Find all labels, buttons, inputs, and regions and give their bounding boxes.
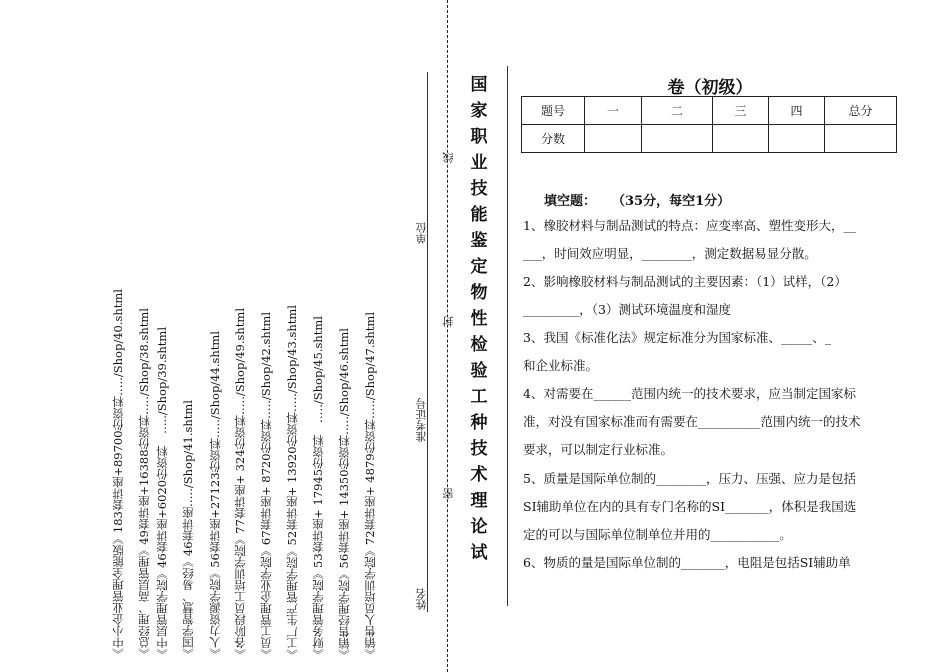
- score-input-cell[interactable]: [713, 125, 769, 153]
- question-4: [523, 380, 893, 464]
- score-header-cell: 题号: [522, 97, 585, 125]
- title-char: 性: [470, 309, 488, 329]
- title-char: 技: [470, 179, 488, 199]
- question-5: [523, 465, 893, 549]
- content-divider: [507, 66, 508, 606]
- question-line: SI辅助单位在内的具有专门名称的SI_______，体积是我国选: [523, 499, 857, 514]
- score-table: [521, 96, 897, 153]
- question-line: 要求，可以制定行业标准。: [523, 442, 674, 457]
- title-char: 理: [470, 491, 488, 511]
- exam-id-label: 准考证号: [415, 398, 428, 442]
- score-header-cell: 一: [585, 97, 642, 125]
- title-char: 种: [470, 413, 488, 433]
- title-char: 技: [470, 439, 488, 459]
- question-line: 3、我国《标准化法》规定标准分为国家标准、_____、_: [523, 330, 831, 345]
- question-line: 准，对没有国家标准而有需要在__________范围内统一的技术: [523, 414, 861, 429]
- title-char: 验: [470, 361, 488, 381]
- score-row-label: 分数: [522, 125, 585, 153]
- question-3: [523, 324, 893, 380]
- title-char: 国: [470, 75, 488, 95]
- sidebar-ad-item: 《员工管理企业学院》67套讲座+ 8720份资料…../Shop/42.shtml: [259, 311, 273, 660]
- score-header-cell: 总分: [825, 97, 897, 125]
- seal-xian-label: 线: [442, 152, 455, 163]
- title-char: 业: [470, 153, 488, 173]
- score-header-cell: 三: [713, 97, 769, 125]
- sidebar-ad-item: 《销售经理学院》56套讲座+ 14350份资料…../Shop/46.shtml: [337, 327, 351, 660]
- question-line: 2、影响橡胶材料与制品测试的主要因素：（1）试样，（2）: [523, 274, 847, 289]
- section-title: 填空题：: [544, 194, 597, 209]
- question-line: 和企业标准。: [523, 358, 599, 373]
- title-char: 论: [470, 517, 488, 537]
- name-label: 姓名: [415, 588, 428, 610]
- sidebar-ad-item: 《国学智慧、易经》46套讲座…../Shop/41.shtml: [181, 400, 195, 660]
- sidebar-ad-item: 《工厂生产管理学院》52套讲座+ 13920份资料…../Shop/43.shtml: [285, 304, 299, 660]
- question-6: [523, 549, 893, 577]
- score-table-score-row: [522, 125, 897, 153]
- score-header-cell: 四: [769, 97, 825, 125]
- sidebar-ad-item: 《财务管理学院》53套讲座+ 17945份资料 …../Shop/45.shtml: [311, 316, 325, 660]
- title-char: 家: [470, 101, 488, 121]
- sidebar-ad-item: 《人力资源学院》56套讲座+27123份资料…../Shop/44.shtml: [208, 331, 222, 660]
- section-points: （35分，每空1分）: [612, 194, 731, 209]
- sidebar-ad-item: 《销售人员培训学院》72套讲座+ 4879份资料…../Shop/47.shtml: [363, 311, 377, 660]
- score-input-cell[interactable]: [642, 125, 713, 153]
- title-char: 职: [470, 127, 488, 147]
- question-1: [523, 212, 893, 268]
- sidebar-ad-item: 《中小企业管理全能版》183套讲座+89700份资料…../Shop/40.shtml: [111, 289, 125, 660]
- sidebar-ad-item: 《各阶段员工培训学院》77套讲座+ 324份资料…../Shop/49.shtml: [233, 307, 247, 660]
- seal-feng-label: 封: [442, 316, 455, 327]
- title-char: 工: [470, 387, 488, 407]
- score-table-header-row: [522, 97, 897, 125]
- title-char: 术: [470, 465, 488, 485]
- title-char: 试: [470, 543, 488, 563]
- score-input-cell[interactable]: [825, 125, 897, 153]
- sidebar-ad-item: 《总经理、高层管理》49套讲座+16388份资料…../Shop/38.shtml: [137, 308, 151, 660]
- question-line: 定的可以与国际单位制单位并用的___________。: [523, 527, 792, 542]
- unit-label: 单位: [415, 222, 428, 244]
- title-char: 鉴: [470, 231, 488, 251]
- score-header-cell: 二: [642, 97, 713, 125]
- question-line: 6、物质的量是国际单位制的_______，电阻是包括SI辅助单: [523, 555, 851, 570]
- section-heading: [544, 190, 730, 209]
- question-line: 1、橡胶材料与制品测试的特点：应变率高、塑性变形大，__: [523, 218, 856, 233]
- question-2: [523, 268, 893, 324]
- sidebar-ad-item: 《中层管理学院》46套讲座+6020份资料 …../Shop/39.shtml: [155, 327, 169, 660]
- title-char: 能: [470, 205, 488, 225]
- question-line: _________，（3）测试环境温度和湿度: [523, 302, 731, 317]
- binding-field-line: [427, 72, 428, 612]
- seal-mi-label: 密: [442, 488, 455, 499]
- question-line: ___，时间效应明显，________，测定数据易显分散。: [523, 246, 817, 261]
- fold-line: [447, 0, 448, 672]
- score-input-cell[interactable]: [769, 125, 825, 153]
- question-line: 4、对需要在______范围内统一的技术要求，应当制定国家标: [523, 386, 856, 401]
- title-char: 定: [470, 257, 488, 277]
- title-char: 检: [470, 335, 488, 355]
- title-char: 物: [470, 283, 488, 303]
- vertical-exam-title: [468, 72, 490, 566]
- paper-title: 卷（初级）: [667, 78, 753, 98]
- question-line: 5、质量是国际单位制的________，压力、压强、应力是包括: [523, 471, 856, 486]
- score-input-cell[interactable]: [585, 125, 642, 153]
